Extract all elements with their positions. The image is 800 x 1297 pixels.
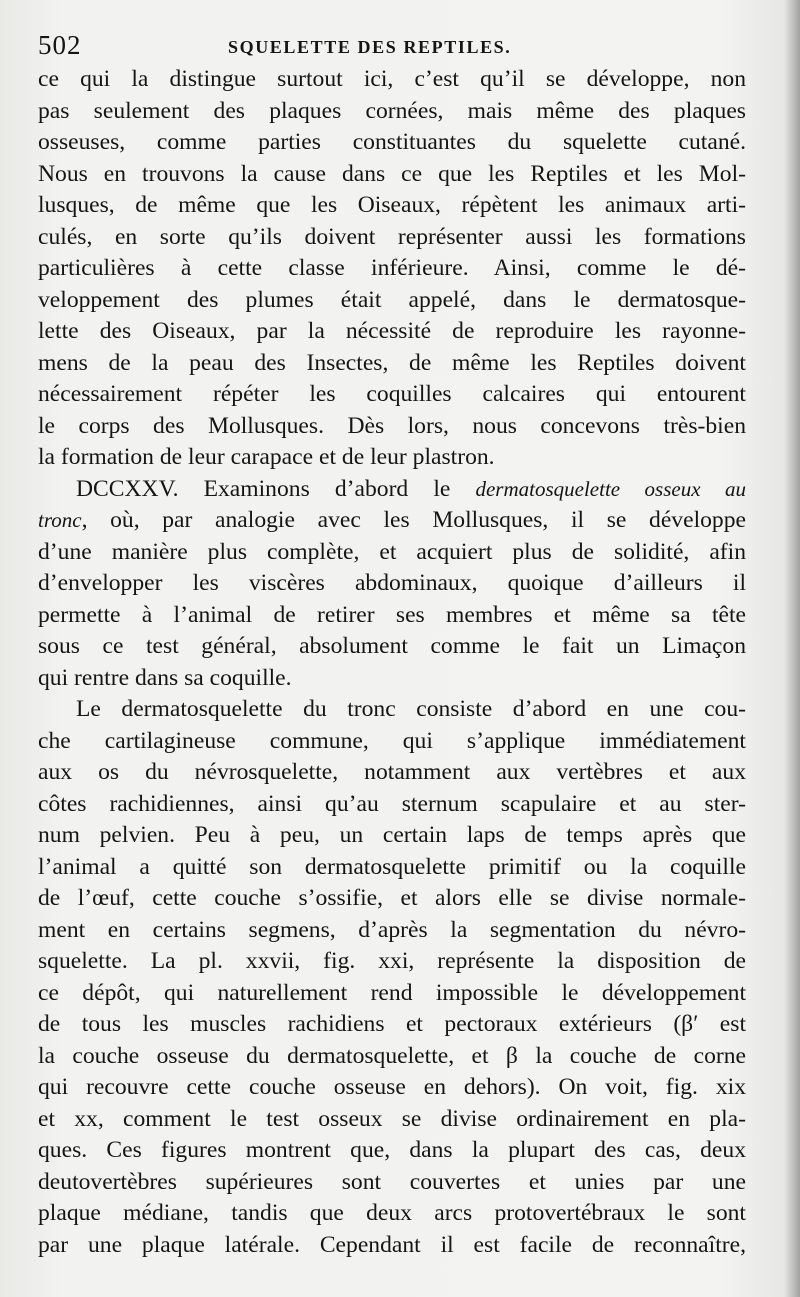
text-line: de tous les muscles rachidiens et pectoraux extérieurs (β′ est	[38, 1011, 746, 1037]
text-line: Le dermatosquelette du tronc consiste d’abord en une cou-	[76, 696, 746, 722]
text-line: qui recouvre cette couche osseuse en dehors). On voit, fig. xix	[38, 1074, 746, 1100]
page-gutter-shadow	[784, 0, 800, 1297]
text-line: par une plaque latérale. Cependant il est facile de reconnaître,	[38, 1231, 746, 1258]
text-line: Nous en trouvons la cause dans ce que les Reptiles et les Mol-	[38, 160, 746, 187]
page-number: 502	[38, 30, 82, 60]
text-line: d’envelopper les viscères abdominaux, quoique d’ailleurs il	[38, 570, 746, 596]
text-line: culés, en sorte qu’ils doivent représenter aussi les formations	[38, 223, 746, 250]
text-line: ment en certains segmens, d’après la segmentation du névro-	[38, 916, 746, 943]
text-segment: , où, par analogie avec les Mollusques, il se développe	[81, 507, 746, 533]
text-line: squelette. La pl. xxvii, fig. xxi, représente la disposition de	[38, 948, 746, 974]
text-line: nécessairement répéter les coquilles calcaires qui entourent	[38, 381, 746, 407]
body-text	[38, 64, 746, 1261]
text-line: permette à l’animal de retirer ses membres et même sa tête	[38, 601, 746, 628]
text-line: veloppement des plumes était appelé, dans le dermatosque-	[38, 286, 746, 313]
page-header	[38, 30, 748, 62]
text-line: la formation de leur carapace et de leur plastron.	[38, 444, 495, 470]
text-line: sous ce test général, absolument comme le fait un Limaçon	[38, 633, 746, 659]
text-line: num pelvien. Peu à peu, un certain laps de temps après que	[38, 822, 746, 848]
text-line: plaque médiane, tandis que deux arcs protovertébraux le sont	[38, 1200, 746, 1226]
text-line: particulières à cette classe inférieure. Ainsi, comme le dé-	[38, 255, 746, 281]
text-line: d’une manière plus complète, et acquiert plus de solidité, afin	[38, 538, 746, 565]
text-line: pas seulement des plaques cornées, mais même des plaques	[38, 97, 746, 124]
text-line: osseuses, comme parties constituantes du squelette cutané.	[38, 129, 746, 155]
italic-term: tronc	[38, 508, 82, 532]
text-line: ques. Ces figures montrent que, dans la plupart des cas, deux	[38, 1137, 746, 1163]
text-line: de l’œuf, cette couche s’ossifie, et alors elle se divise normale-	[38, 885, 746, 911]
text-line: côtes rachidiennes, ainsi qu’au sternum scapulaire et au ster-	[38, 790, 746, 817]
text-line: la couche osseuse du dermatosquelette, et β la couche de corne	[38, 1042, 746, 1069]
text-line: che cartilagineuse commune, qui s’applique immédiatement	[38, 727, 746, 754]
text-segment: DCCXXV. Examinons d’abord le	[76, 475, 476, 502]
text-line: l’animal a quitté son dermatosquelette primitif ou la coquille	[38, 853, 746, 880]
text-line: lette des Oiseaux, par la nécessité de reproduire les rayonne-	[38, 318, 746, 344]
text-line: mens de la peau des Insectes, de même les Reptiles doivent	[38, 349, 746, 376]
text-line	[38, 474, 746, 506]
text-line: ce qui la distingue surtout ici, c’est qu’il se développe, non	[38, 66, 746, 92]
text-line: lusques, de même que les Oiseaux, répètent les animaux arti-	[38, 192, 746, 218]
text-line: aux os du névrosquelette, notamment aux vertèbres et aux	[38, 759, 746, 785]
text-line: ce dépôt, qui naturellement rend impossible le développement	[38, 979, 746, 1006]
text-line	[38, 505, 746, 537]
text-line: le corps des Mollusques. Dès lors, nous concevons très-bien	[38, 412, 746, 439]
text-line: qui rentre dans sa coquille.	[38, 664, 292, 691]
text-line: deutovertèbres supérieures sont couvertes et unies par une	[38, 1168, 746, 1195]
running-title: SQUELETTE DES REPTILES.	[228, 37, 512, 57]
text-line: et xx, comment le test osseux se divise ordinairement en pla-	[38, 1105, 746, 1132]
italic-term: dermatosquelette osseux au	[475, 476, 746, 501]
